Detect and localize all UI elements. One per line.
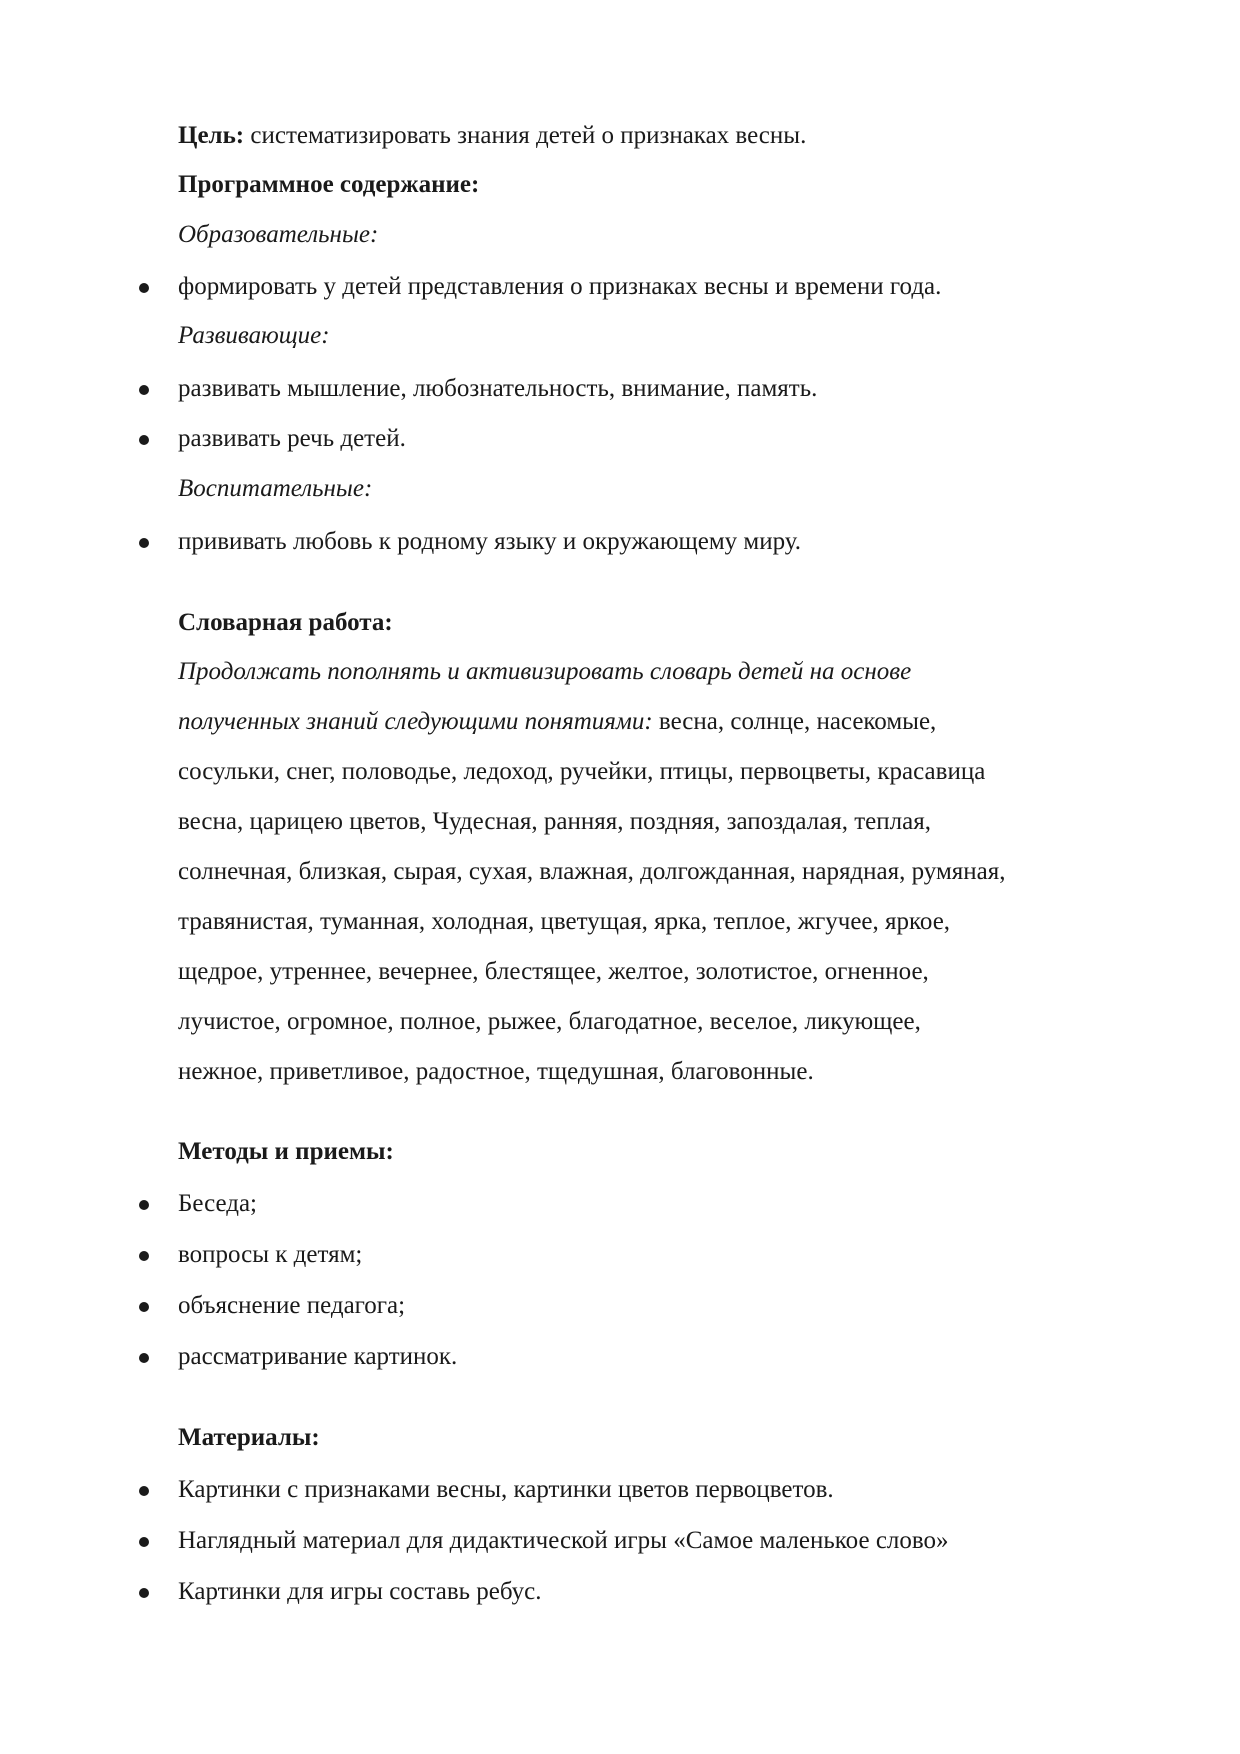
- bullet-icon: [139, 435, 149, 445]
- methods-item: вопросы к детям;: [178, 1241, 363, 1268]
- bullet-icon: [139, 1588, 149, 1598]
- educational-label: Образовательные:: [178, 221, 379, 248]
- bullet-icon: [139, 385, 149, 395]
- vocabulary-line: весна, царицею цветов, Чудесная, ранняя, поздняя, запоздалая, теплая,: [178, 808, 931, 835]
- program-heading: Программное содержание:: [178, 171, 480, 198]
- bullet-icon: [139, 1486, 149, 1496]
- materials-item: Наглядный материал для дидактической игры «Самое маленькое слово»: [178, 1527, 949, 1554]
- vocabulary-words: весна, солнце, насекомые,: [652, 708, 937, 735]
- bullet-icon: [139, 1537, 149, 1547]
- bullet-icon: [139, 538, 149, 548]
- vocabulary-line: щедрое, утреннее, вечернее, блестящее, желтое, золотистое, огненное,: [178, 958, 929, 985]
- goal-line: [178, 121, 806, 151]
- materials-heading: Материалы:: [178, 1424, 320, 1451]
- vocabulary-line: лучистое, огромное, полное, рыжее, благодатное, веселое, ликующее,: [178, 1008, 921, 1035]
- developing-item: развивать речь детей.: [178, 425, 406, 452]
- bullet-icon: [139, 1302, 149, 1312]
- goal-label: Цель:: [178, 122, 245, 149]
- materials-item: Картинки с признаками весны, картинки цветов первоцветов.: [178, 1476, 834, 1503]
- developing-label: Развивающие:: [178, 322, 330, 349]
- vocabulary-line: травянистая, туманная, холодная, цветущая, ярка, теплое, жгучее, яркое,: [178, 908, 951, 935]
- vocabulary-line: нежное, приветливое, радостное, тщедушная, благовонные.: [178, 1058, 814, 1085]
- vocabulary-line: [178, 707, 936, 737]
- vocabulary-intro-end: полученных знаний следующими понятиями:: [178, 708, 653, 735]
- bullet-icon: [139, 1200, 149, 1210]
- vocabulary-heading: Словарная работа:: [178, 609, 393, 636]
- upbringing-item: прививать любовь к родному языку и окружающему миру.: [178, 528, 802, 555]
- methods-item: рассматривание картинок.: [178, 1343, 458, 1370]
- vocabulary-line: сосульки, снег, половодье, ледоход, ручейки, птицы, первоцветы, красавица: [178, 758, 986, 785]
- methods-item: объяснение педагога;: [178, 1292, 406, 1319]
- bullet-icon: [139, 1353, 149, 1363]
- bullet-icon: [139, 283, 149, 293]
- goal-text: систематизировать знания детей о признаках весны.: [244, 122, 807, 149]
- vocabulary-line: солнечная, близкая, сырая, сухая, влажная, долгожданная, нарядная, румяная,: [178, 858, 1006, 885]
- methods-heading: Методы и приемы:: [178, 1138, 394, 1165]
- upbringing-label: Воспитательные:: [178, 475, 373, 502]
- materials-item: Картинки для игры составь ребус.: [178, 1578, 542, 1605]
- bullet-icon: [139, 1251, 149, 1261]
- educational-item: формировать у детей представления о признаках весны и времени года.: [178, 273, 942, 300]
- methods-item: Беседа;: [178, 1190, 258, 1217]
- developing-item: развивать мышление, любознательность, внимание, память.: [178, 375, 818, 402]
- vocabulary-intro-line: Продолжать пополнять и активизировать словарь детей на основе: [178, 658, 912, 685]
